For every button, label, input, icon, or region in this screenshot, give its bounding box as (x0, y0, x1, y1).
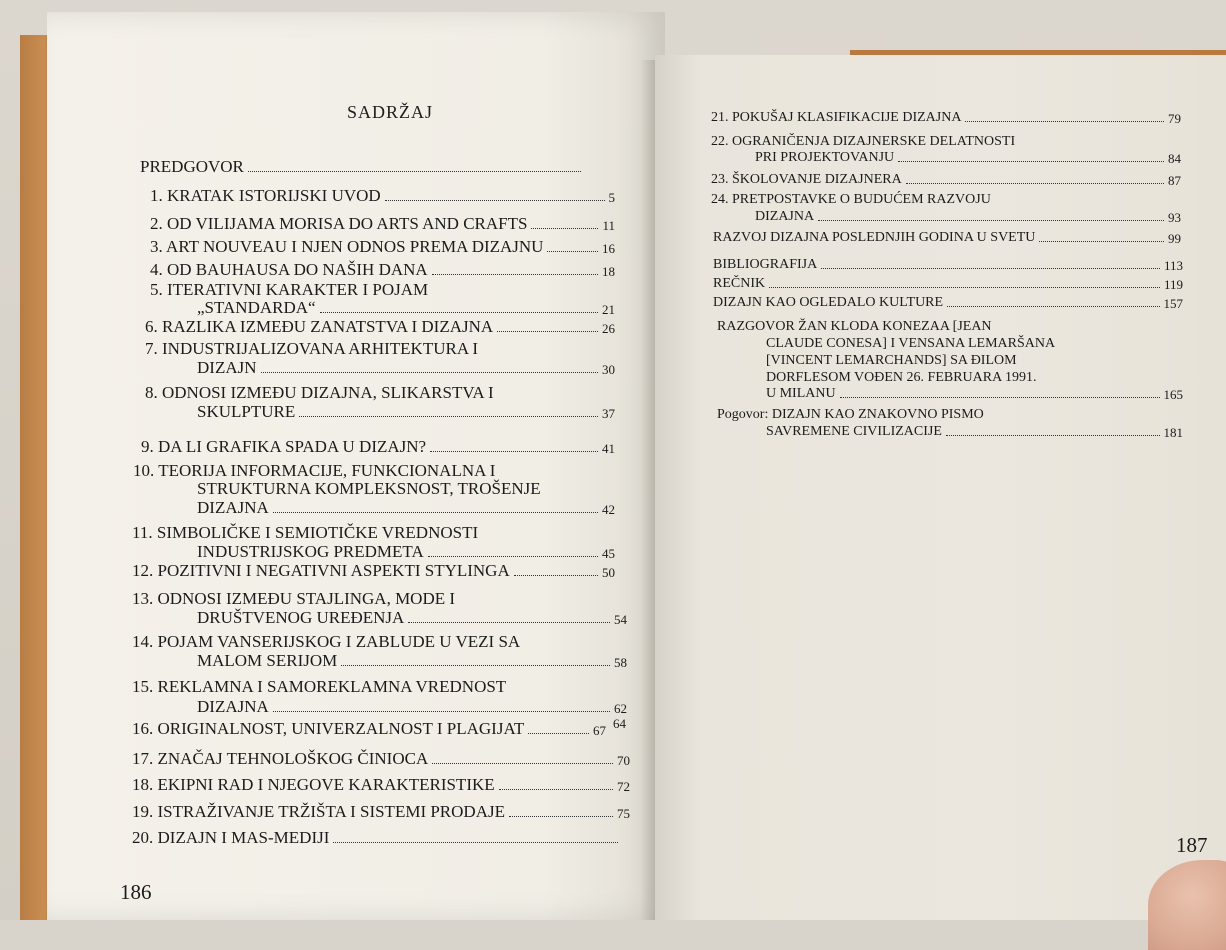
right-page (655, 55, 1226, 920)
left-page (47, 12, 665, 920)
toc-entry: 6. RAZLIKA IZMEĐU ZANATSTVA I DIZAJNA 26 (145, 317, 615, 336)
toc-entry-title: 7. INDUSTRIJALIZOVANA ARHITEKTURA I (145, 339, 479, 358)
toc-entry-cont: DIZAJNA 62 (197, 697, 627, 716)
page-number-left: 186 (120, 880, 152, 904)
toc-entry-title: 10. TEORIJA INFORMACIJE, FUNKCIONALNA I (133, 461, 496, 480)
toc-entry-cont: DIZAJN 30 (197, 358, 615, 377)
toc-entry: 17. ZNAČAJ TEHNOLOŠKOG ČINIOCA 70 (132, 749, 630, 768)
toc-entry-cont: SKULPTURE 37 (197, 402, 615, 421)
toc-entry-cont: CLAUDE CONESA] I VENSANA LEMARŠANA (766, 336, 1056, 351)
toc-page-number: 64 (613, 716, 626, 731)
toc-entry-cont: [VINCENT LEMARCHANDS] SA ĐILOM (766, 353, 1017, 368)
toc-entry-title: Pogovor: DIZAJN KAO ZNAKOVNO PISMO (717, 407, 984, 422)
toc-entry: 16. ORIGINALNOST, UNIVERZALNOST I PLAGIJAT 67 (132, 719, 606, 738)
toc-entry: RAZVOJ DIZAJNA POSLEDNJIH GODINA U SVETU 99 (713, 230, 1181, 246)
toc-entry: 21. POKUŠAJ KLASIFIKACIJE DIZAJNA 79 (711, 110, 1181, 126)
toc-entry-cont: „STANDARDA“ 21 (197, 298, 615, 317)
toc-entry-cont: DRUŠTVENOG UREĐENJA 54 (197, 608, 627, 627)
toc-entry: 12. POZITIVNI I NEGATIVNI ASPEKTI STYLINGA 50 (132, 561, 615, 580)
toc-entry: REČNIK 119 (713, 276, 1183, 292)
toc-entry-title: 11. SIMBOLIČKE I SEMIOTIČKE VREDNOSTI (132, 523, 479, 542)
toc-entry: BIBLIOGRAFIJA 113 (713, 257, 1183, 273)
toc-entry-title: RAZGOVOR ŽAN KLODA KONEZAA [JEAN (717, 319, 992, 334)
toc-entry: 19. ISTRAŽIVANJE TRŽIŠTA I SISTEMI PRODAJE 75 (132, 802, 630, 821)
toc-entry-cont: DORFLESOM VOĐEN 26. FEBRUARA 1991. (766, 370, 1037, 385)
toc-entry-cont: SAVREMENE CIVILIZACIJE 181 (766, 424, 1183, 440)
toc-entry: 18. EKIPNI RAD I NJEGOVE KARAKTERISTIKE 72 (132, 775, 630, 794)
toc-entry-cont: DIZAJNA 42 (197, 498, 615, 517)
toc-entry-title: 8. ODNOSI IZMEĐU DIZAJNA, SLIKARSTVA I (145, 383, 494, 402)
toc-entry-title: 14. POJAM VANSERIJSKOG I ZABLUDE U VEZI SA (132, 632, 521, 651)
toc-entry: 1. KRATAK ISTORIJSKI UVOD 5 (150, 186, 615, 205)
toc-entry-title: 15. REKLAMNA I SAMOREKLAMNA VREDNOST (132, 677, 507, 696)
toc-entry: 3. ART NOUVEAU I NJEN ODNOS PREMA DIZAJNU 16 (150, 237, 615, 256)
toc-entry: 9. DA LI GRAFIKA SPADA U DIZAJN? 41 (141, 437, 615, 456)
toc-heading: SADRŽAJ (347, 102, 434, 122)
toc-entry: 20. DIZAJN I MAS-MEDIJI (132, 829, 622, 846)
toc-entry-title: 13. ODNOSI IZMEĐU STAJLINGA, MODE I (132, 589, 456, 608)
toc-entry-title: 22. OGRANIČENJA DIZAJNERSKE DELATNOSTI (711, 134, 1016, 149)
toc-entry-preface: PREDGOVOR (140, 158, 585, 175)
page-number-right: 187 (1176, 833, 1208, 857)
toc-entry: 23. ŠKOLOVANJE DIZAJNERA 87 (711, 172, 1181, 188)
toc-entry: DIZAJN KAO OGLEDALO KULTURE 157 (713, 295, 1183, 311)
toc-entry-cont: DIZAJNA 93 (755, 209, 1181, 225)
toc-entry-cont: PRI PROJEKTOVANJU 84 (755, 150, 1181, 166)
toc-entry-title: 5. ITERATIVNI KARAKTER I POJAM (150, 280, 429, 299)
toc-entry-cont: STRUKTURNA KOMPLEKSNOST, TROŠENJE (197, 479, 541, 498)
toc-entry: 2. OD VILIJAMA MORISA DO ARTS AND CRAFTS 11 (150, 214, 615, 233)
toc-entry-cont: INDUSTRIJSKOG PREDMETA 45 (197, 542, 615, 561)
toc-entry-title: 24. PRETPOSTAVKE O BUDUĆEM RAZVOJU (711, 192, 991, 207)
toc-entry: 4. OD BAUHAUSA DO NAŠIH DANA 18 (150, 260, 615, 279)
toc-entry-cont: MALOM SERIJOM 58 (197, 651, 627, 670)
toc-entry-cont: U MILANU 165 (766, 386, 1183, 402)
